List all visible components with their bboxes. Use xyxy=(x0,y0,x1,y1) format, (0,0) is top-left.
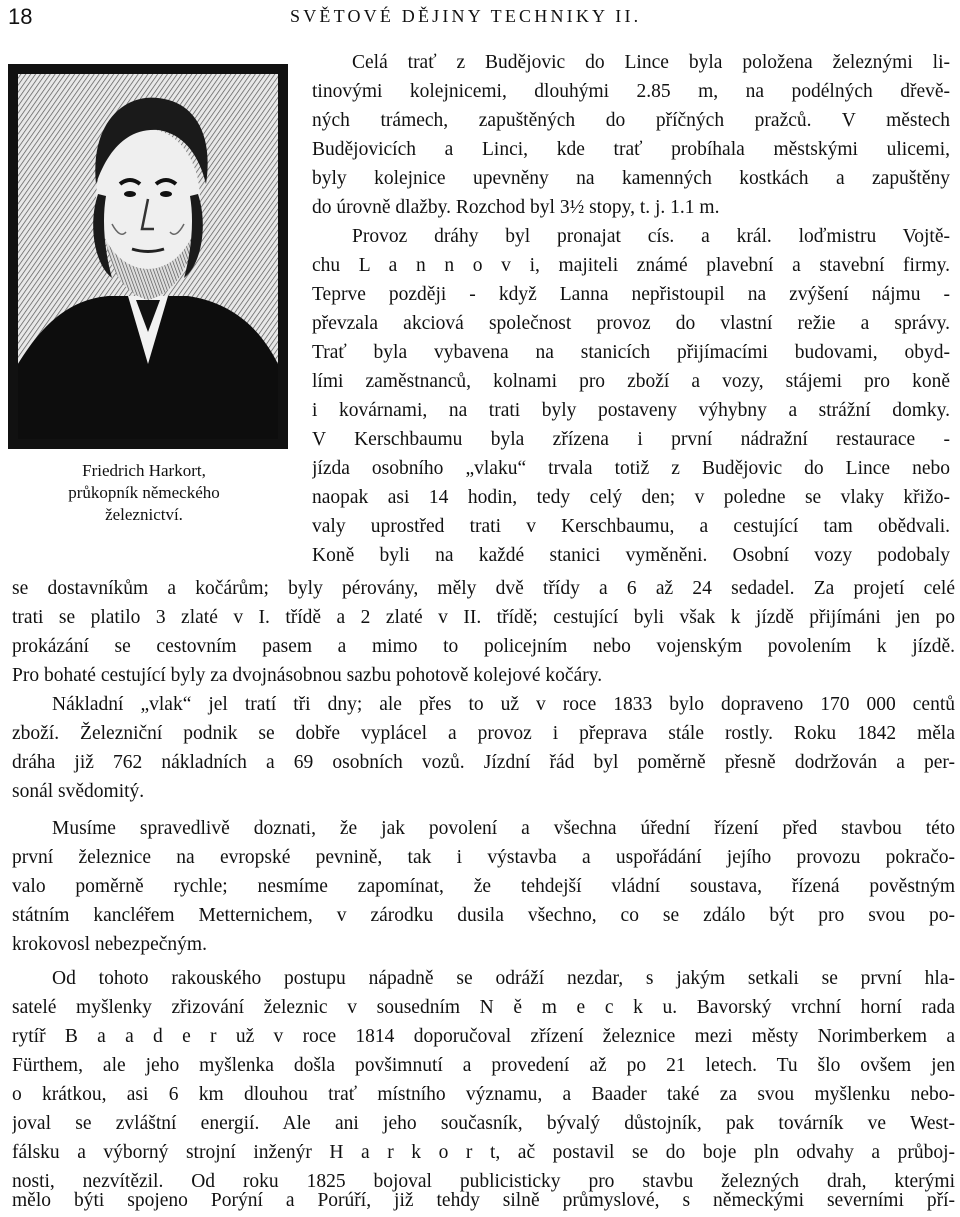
caption-line: průkopník německého xyxy=(68,483,220,502)
text-line: krokovosl nebezpečným. xyxy=(12,934,207,955)
text-line: fálsku a výborný strojní inženýr H a r k o r t, ač postavil se do boje pln odvahy a průboj- xyxy=(12,1142,955,1163)
text-line: Budějovicích a Linci, kde trať probíhala městskými ulicemi, xyxy=(312,139,950,160)
text-line: Nákladní „vlak“ jel tratí tři dny; ale přes to už v roce 1833 bylo dopraveno 170 000 centů xyxy=(52,694,955,715)
text-line: tinovými kolejnicemi, dlouhými 2.85 m, na podélných dřevě- xyxy=(312,81,950,102)
text-line: satelé myšlenky zřizování železnic v sousedním N ě m e c k u. Bavorský vrchní horní rada xyxy=(12,997,955,1018)
text-line: lími zaměstnanců, kolnami pro zboží a vozy, stájemi pro koně xyxy=(312,371,950,392)
text-line: Fürthem, ale jeho myšlenka došla povšimnutí a provedení až po 21 letech. Tu šlo ovšem jen xyxy=(12,1055,955,1076)
text-line: do úrovně dlažby. Rozchod byl 3½ stopy, t. j. 1.1 m. xyxy=(312,197,720,218)
text-line: Pro bohaté cestující byly za dvojnásobnou sazbu pohotově kolejové kočáry. xyxy=(12,665,603,686)
text-line: Teprve později - když Lanna nepřistoupil na zvýšení nájmu - xyxy=(312,284,950,305)
figure-caption xyxy=(18,460,270,526)
text-line: první železnice na evropské pevnině, tak i výstavba a uspořádání jejího provozu pokračo- xyxy=(12,847,955,868)
portrait-engraving xyxy=(8,64,288,449)
text-line: ných trámech, zapuštěných do příčných pražců. V městech xyxy=(312,110,950,131)
text-line: valo poměrně rychle; nesmíme zapomínat, že tehdejší vládní soustava, řízená pověstným xyxy=(12,876,955,897)
text-line: chu L a n n o v i, majiteli známé plavební a stavební firmy. xyxy=(312,255,950,276)
text-line: naopak asi 14 hodin, tedy celý den; v poledne se vlaky křižo- xyxy=(312,487,950,508)
text-line: se dostavníkům a kočárům; byly pérovány, měly dvě třídy a 6 až 24 sedadel. Za projetí celé xyxy=(12,578,955,599)
text-line: převzala akciová společnost provoz do vlastní režie a správy. xyxy=(312,313,950,334)
running-title: SVĚTOVÉ DĚJINY TECHNIKY II. xyxy=(290,6,642,26)
text-line: joval se zvláštní energií. Ale ani jeho současník, bývalý důstojník, pak továrník ve West- xyxy=(12,1113,955,1134)
text-line: Celá trať z Budějovic do Lince byla položena železnými li- xyxy=(352,52,950,73)
page-number: 18 xyxy=(8,4,33,29)
text-line: jízda osobního „vlaku“ trvala totiž z Budějovic do Lince nebo xyxy=(312,458,950,479)
page-header xyxy=(0,4,960,34)
text-line: byly kolejnice upevněny na kamenných kostkách a zapuštěny xyxy=(312,168,950,189)
text-line: nosti, nezvítězil. Od roku 1825 bojoval publicisticky pro stavbu železných drah, kterými xyxy=(12,1171,955,1192)
text-line: Musíme spravedlivě doznati, že jak povolení a všechna úřední řízení před stavbou této xyxy=(52,818,955,839)
text-line: Od tohoto rakouského postupu nápadně se odráží nezdar, s jakým setkali se první hla- xyxy=(52,968,955,989)
text-line: prokázání se cestovním pasem a mimo to policejním nebo vojenským povolením k jízdě. xyxy=(12,636,955,657)
text-line: rytíř B a a d e r už v roce 1814 doporučoval zřízení železnice mezi městy Norimberkem a xyxy=(12,1026,955,1047)
text-line: trati se platilo 3 zlaté v I. třídě a 2 zlaté v II. třídě; cestující byli však k jízdě přijímáni jen po xyxy=(12,607,955,628)
caption-line: Friedrich Harkort, xyxy=(82,461,206,480)
text-line: zboží. Železniční podnik se dobře vyplácel a provoz i přeprava stále rostly. Roku 1842 měla xyxy=(12,723,955,744)
text-line: i kovárnami, na trati byly postaveny výhybny a strážní domky. xyxy=(312,400,950,421)
text-line: Koně byli na každé stanici vyměněni. Osobní vozy podobaly xyxy=(312,545,950,566)
text-line: sonál svědomitý. xyxy=(12,781,145,802)
caption-line: železnictví. xyxy=(105,505,183,524)
text-line: o krátkou, asi 6 km dlouhou trať místního významu, a Baader také za svou myšlenku nebo- xyxy=(12,1084,955,1105)
text-line: Provoz dráhy byl pronajat cís. a král. loďmistru Vojtě- xyxy=(352,226,950,247)
text-line: valy uprostřed trati v Kerschbaumu, a cestující tam obědvali. xyxy=(312,516,950,537)
text-line: Trať byla vybavena na stanicích přijímacími budovami, obyd- xyxy=(312,342,950,363)
text-line: dráha již 762 nákladních a 69 osobních vozů. Jízdní řád byl poměrně přesně dodržován a per- xyxy=(12,752,955,773)
portrait-woodcut xyxy=(8,64,288,449)
text-line: státním kancléřem Metternichem, v zárodku dusila všechno, co se zdálo být pro svou po- xyxy=(12,905,955,926)
text-line: mělo býti spojeno Porýní a Porúří, již tehdy silně průmyslové, s německými severními pří- xyxy=(12,1190,955,1211)
text-line: V Kerschbaumu byla zřízena i první nádražní restaurace - xyxy=(312,429,950,450)
